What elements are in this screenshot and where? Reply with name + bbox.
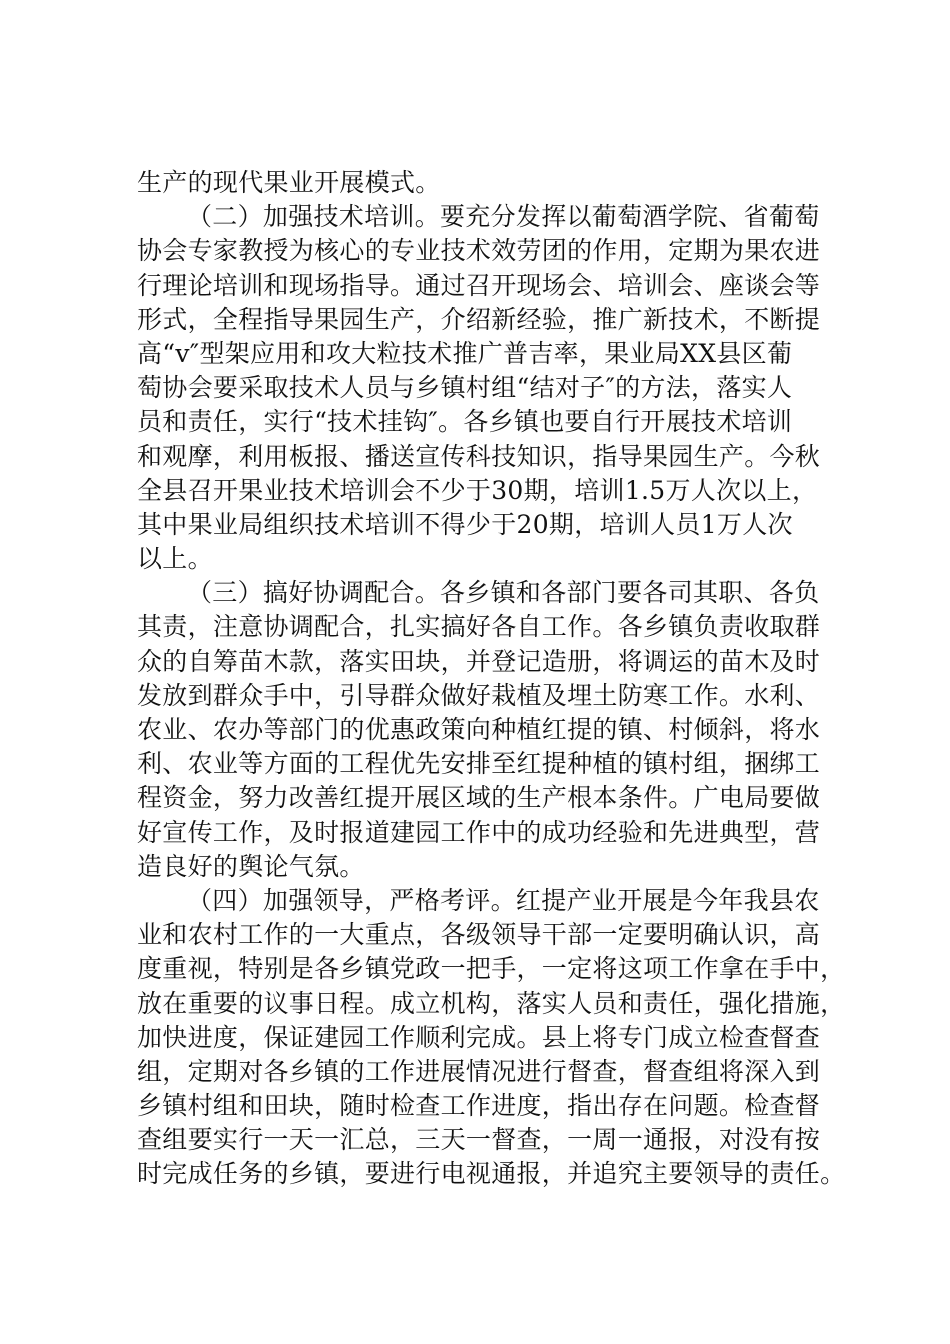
paragraph-start-line: （二）加强技术培训。要充分发挥以葡萄酒学院、省葡萄: [187, 202, 820, 232]
text-line: 其中果业局组织技术培训不得少于20期，培训人员1万人次: [137, 509, 793, 539]
text-line: 查组要实行一天一汇总，三天一督查，一周一通报，对没有按: [137, 1125, 821, 1155]
text-line: 利、农业等方面的工程优先安排至红提种植的镇村组，捆绑工: [137, 749, 821, 779]
text-line: 组，定期对各乡镇的工作进展情况进行督查，督查组将深入到: [137, 1056, 821, 1086]
text-line: 协会专家教授为核心的专业技术效劳团的作用，定期为果农进: [137, 236, 821, 266]
text-line: 放在重要的议事日程。成立机构，落实人员和责任，强化措施，: [137, 988, 846, 1018]
text-line: 以上。: [137, 544, 213, 574]
text-line: 行理论培训和现场指导。通过召开现场会、培训会、座谈会等: [137, 270, 821, 300]
text-line: 生产的现代果业开展模式。: [137, 168, 441, 197]
text-line: 形式，全程指导果园生产，介绍新经验，推广新技术，不断提: [137, 304, 821, 334]
text-line: 乡镇村组和田块，随时检查工作进度，指出存在问题。检查督: [137, 1091, 821, 1121]
text-line: 度重视，特别是各乡镇党政一把手，一定将这项工作拿在手中，: [137, 954, 846, 984]
text-line: 和观摩，利用板报、播送宣传科技知识，指导果园生产。今秋: [137, 441, 821, 471]
text-line: 高“v″型架应用和攻大粒技术推广普吉率，果业局XX县区葡: [137, 338, 793, 368]
text-line: 其责，注意协调配合，扎实搞好各自工作。各乡镇负责收取群: [137, 612, 821, 642]
text-line: 好宣传工作，及时报道建园工作中的成功经验和先进典型，营: [137, 817, 821, 847]
text-line: 加快进度，保证建园工作顺利完成。县上将专门成立检查督查: [137, 1022, 821, 1052]
paragraph-start-line: （四）加强领导，严格考评。红提产业开展是今年我县农: [187, 885, 820, 915]
text-line: 全县召开果业技术培训会不少于30期，培训1.5万人次以上，: [137, 475, 818, 505]
text-line: 业和农村工作的一大重点，各级领导干部一定要明确认识，高: [137, 920, 821, 950]
text-line: 员和责任，实行“技术挂钩″。各乡镇也要自行开展技术培训: [137, 407, 793, 437]
text-line: 萄协会要采取技术人员与乡镇村组“结对子″的方法，落实人: [137, 373, 793, 403]
document-body: [137, 166, 846, 1192]
text-line: 众的自筹苗木款，落实田块，并登记造册，将调运的苗木及时: [137, 646, 821, 676]
text-line: 程资金，努力改善红提开展区域的生产根本条件。广电局要做: [137, 783, 821, 813]
text-line: 农业、农办等部门的优惠政策向种植红提的镇、村倾斜，将水: [137, 715, 821, 744]
text-line: 时完成任务的乡镇，要进行电视通报，并追究主要领导的责任。: [137, 1159, 846, 1189]
text-line: 发放到群众手中，引导群众做好栽植及埋土防寒工作。水利、: [137, 680, 821, 710]
text-line: 造良好的舆论气氛。: [137, 851, 365, 881]
paragraph-start-line: （三）搞好协调配合。各乡镇和各部门要各司其职、各负: [187, 578, 820, 608]
